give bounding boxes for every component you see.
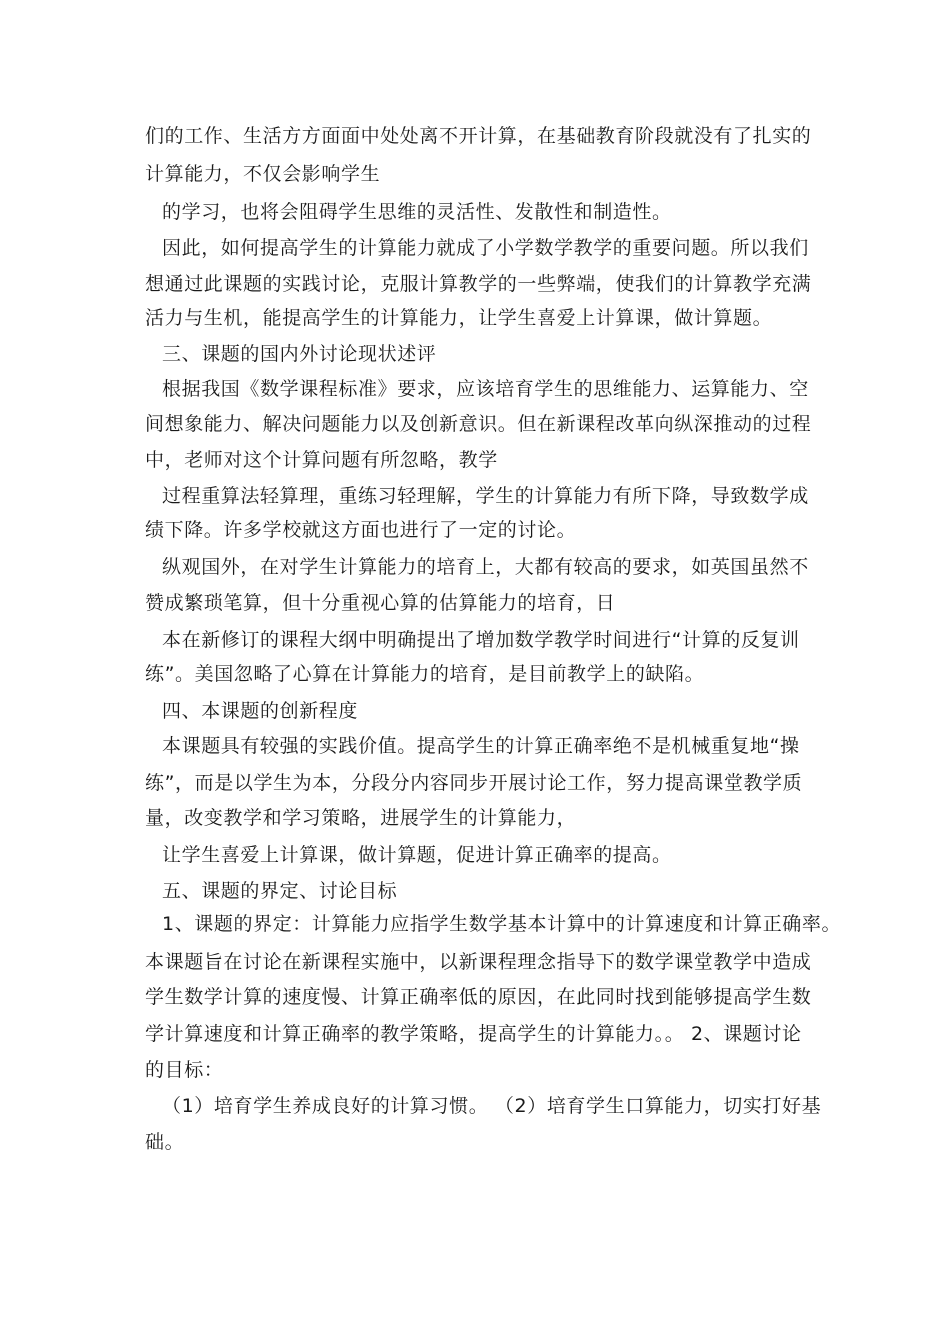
text-line: （1）培育学生养成良好的计算习惯。 （2）培育学生口算能力，切实打好基 xyxy=(162,1095,822,1117)
text-line: 本课题具有较强的实践价值。提高学生的计算正确率绝不是机械重复地“操 xyxy=(162,735,800,757)
text-line: 间想象能力、解决问题能力以及创新意识。但在新课程改革向纵深推动的过程 xyxy=(145,413,812,435)
text-line: 的学习，也将会阻碍学生思维的灵活性、发散性和制造性。 xyxy=(162,201,672,223)
text-line: 本在新修订的课程大纲中明确提出了增加数学教学时间进行“计算的反复训 xyxy=(162,629,800,651)
text-line: 练”，而是以学生为本，分段分内容同步开展讨论工作，努力提高课堂教学质 xyxy=(145,772,803,794)
text-line: 赞成繁琐笔算，但十分重视心算的估算能力的培育，日 xyxy=(145,592,616,614)
text-line: 们的工作、生活方方面面中处处离不开计算，在基础教育阶段就没有了扎实的 xyxy=(145,125,812,147)
section-heading: 三、课题的国内外讨论现状述评 xyxy=(162,343,437,365)
text-line: 因此，如何提高学生的计算能力就成了小学数学教学的重要问题。所以我们 xyxy=(162,237,809,259)
text-line: 计算能力，不仅会影响学生 xyxy=(145,163,381,185)
text-line: 过程重算法轻算理，重练习轻理解，学生的计算能力有所下降，导致数学成 xyxy=(162,485,809,507)
text-line: 量，改变教学和学习策略，进展学生的计算能力， xyxy=(145,807,577,829)
text-line: 让学生喜爱上计算课，做计算题，促进计算正确率的提高。 xyxy=(162,844,672,866)
text-line: 1、课题的界定：计算能力应指学生数学基本计算中的计算速度和计算正确率。 xyxy=(162,913,842,935)
text-line: 纵观国外，在对学生计算能力的培育上，大都有较高的要求，如英国虽然不 xyxy=(162,556,809,578)
text-line: 的目标： xyxy=(145,1059,224,1081)
section-heading: 四、本课题的创新程度 xyxy=(162,700,359,722)
text-line: 学计算速度和计算正确率的教学策略，提高学生的计算能力。。 2、课题讨论 xyxy=(145,1023,802,1045)
text-line: 想通过此课题的实践讨论，克服计算教学的一些弊端，使我们的计算教学充满 xyxy=(145,273,812,295)
text-line: 中，老师对这个计算问题有所忽略，教学 xyxy=(145,449,498,471)
text-line: 学生数学计算的速度慢、计算正确率低的原因，在此同时找到能够提高学生数 xyxy=(145,986,812,1008)
text-line: 绩下降。许多学校就这方面也进行了一定的讨论。 xyxy=(145,519,577,541)
text-line: 练”。美国忽略了心算在计算能力的培育，是目前教学上的缺陷。 xyxy=(145,663,705,685)
text-line: 根据我国《数学课程标准》要求，应该培育学生的思维能力、运算能力、空 xyxy=(162,378,809,400)
text-line: 活力与生机，能提高学生的计算能力，让学生喜爱上计算课，做计算题。 xyxy=(145,307,773,329)
section-heading: 五、课题的界定、讨论目标 xyxy=(162,880,398,902)
text-line: 础。 xyxy=(145,1131,185,1153)
text-line: 本课题旨在讨论在新课程实施中，以新课程理念指导下的数学课堂教学中造成 xyxy=(145,951,812,973)
